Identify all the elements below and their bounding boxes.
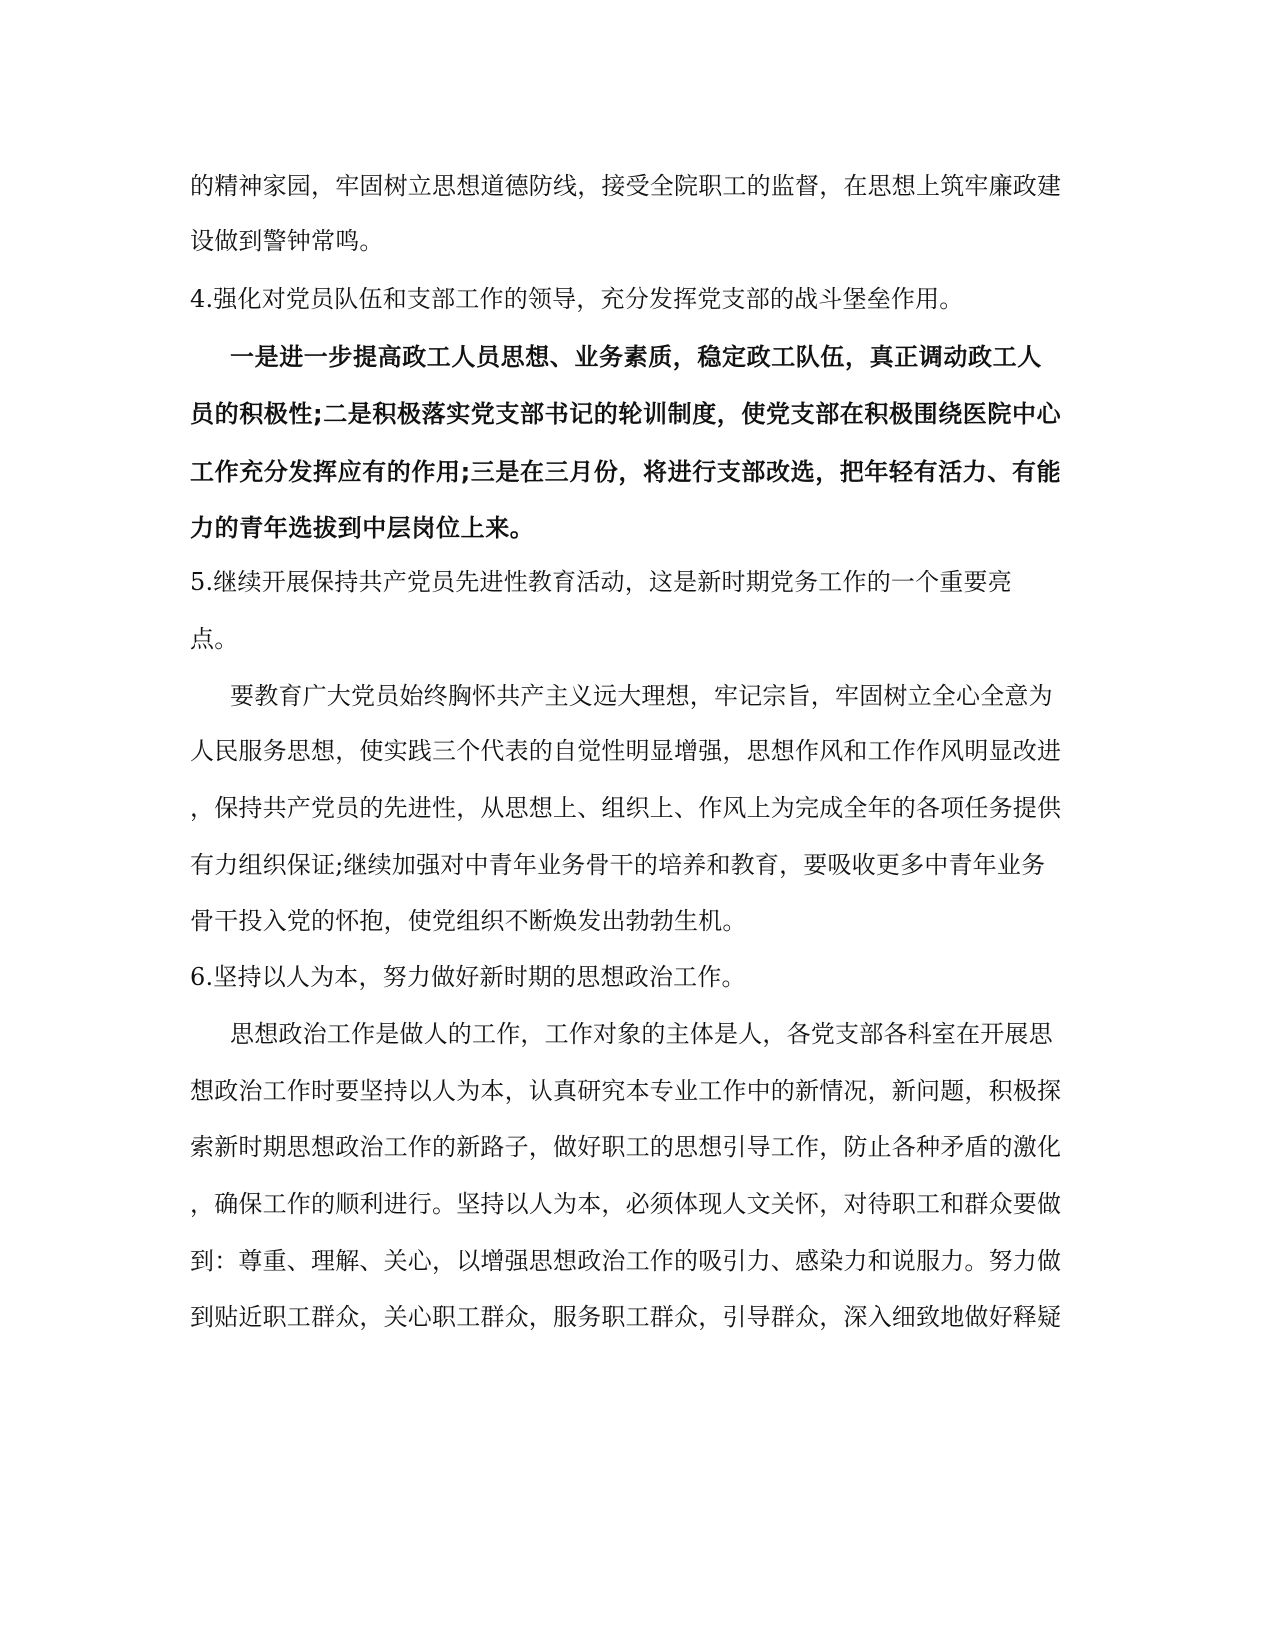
text-line-1: 的精神家园，牢固树立思想道德防线，接受全院职工的监督，在思想上筑牢廉政建 <box>190 172 1062 200</box>
paragraph-line-13: 有力组织保证;继续加强对中青年业务骨干的培养和教育，要吸收更多中青年业务 <box>190 851 1046 879</box>
paragraph-line-11: 人民服务思想，使实践三个代表的自觉性明显增强，思想作风和工作作风明显改进 <box>190 737 1062 765</box>
item-4-heading: 4.强化对党员队伍和支部工作的领导，充分发挥党支部的战斗堡垒作用。 <box>190 285 964 313</box>
paragraph-line-21: 到贴近职工群众，关心职工群众，服务职工群众，引导群众，深入细致地做好释疑 <box>190 1303 1062 1331</box>
paragraph-line-14: 骨干投入党的怀抱，使党组织不断焕发出勃勃生机。 <box>190 907 747 935</box>
paragraph-line-18: 索新时期思想政治工作的新路子，做好职工的思想引导工作，防止各种矛盾的激化 <box>190 1133 1062 1161</box>
bold-paragraph-line-3: 工作充分发挥应有的作用;三是在三月份，将进行支部改选，把年轻有活力、有能 <box>190 458 1062 486</box>
bold-paragraph-line-2: 员的积极性;二是积极落实党支部书记的轮训制度，使党支部在积极围绕医院中心 <box>190 400 1062 428</box>
paragraph-line-12: ，保持共产党员的先进性，从思想上、组织上、作风上为完成全年的各项任务提供 <box>190 794 1062 822</box>
item-6-heading: 6.坚持以人为本，努力做好新时期的思想政治工作。 <box>190 963 746 991</box>
text-line-2: 设做到警钟常鸣。 <box>190 227 384 255</box>
paragraph-line-16: 思想政治工作是做人的工作，工作对象的主体是人，各党支部各科室在开展思 <box>230 1020 1053 1048</box>
paragraph-line-19: ，确保工作的顺利进行。坚持以人为本，必须体现人文关怀，对待职工和群众要做 <box>190 1190 1062 1218</box>
paragraph-line-17: 想政治工作时要坚持以人为本，认真研究本专业工作中的新情况，新问题，积极探 <box>190 1077 1062 1105</box>
item-5-heading: 5.继续开展保持共产党员先进性教育活动，这是新时期党务工作的一个重要亮 <box>190 568 1012 596</box>
paragraph-line-20: 到：尊重、理解、关心，以增强思想政治工作的吸引力、感染力和说服力。努力做 <box>190 1247 1062 1275</box>
bold-paragraph-line-1: 一是进一步提高政工人员思想、业务素质，稳定政工队伍，真正调动政工人 <box>230 343 1042 371</box>
paragraph-line-10: 要教育广大党员始终胸怀共产主义远大理想，牢记宗旨，牢固树立全心全意为 <box>230 682 1053 710</box>
bold-paragraph-line-4: 力的青年选拔到中层岗位上来。 <box>190 514 535 542</box>
text-line-9: 点。 <box>190 625 239 653</box>
